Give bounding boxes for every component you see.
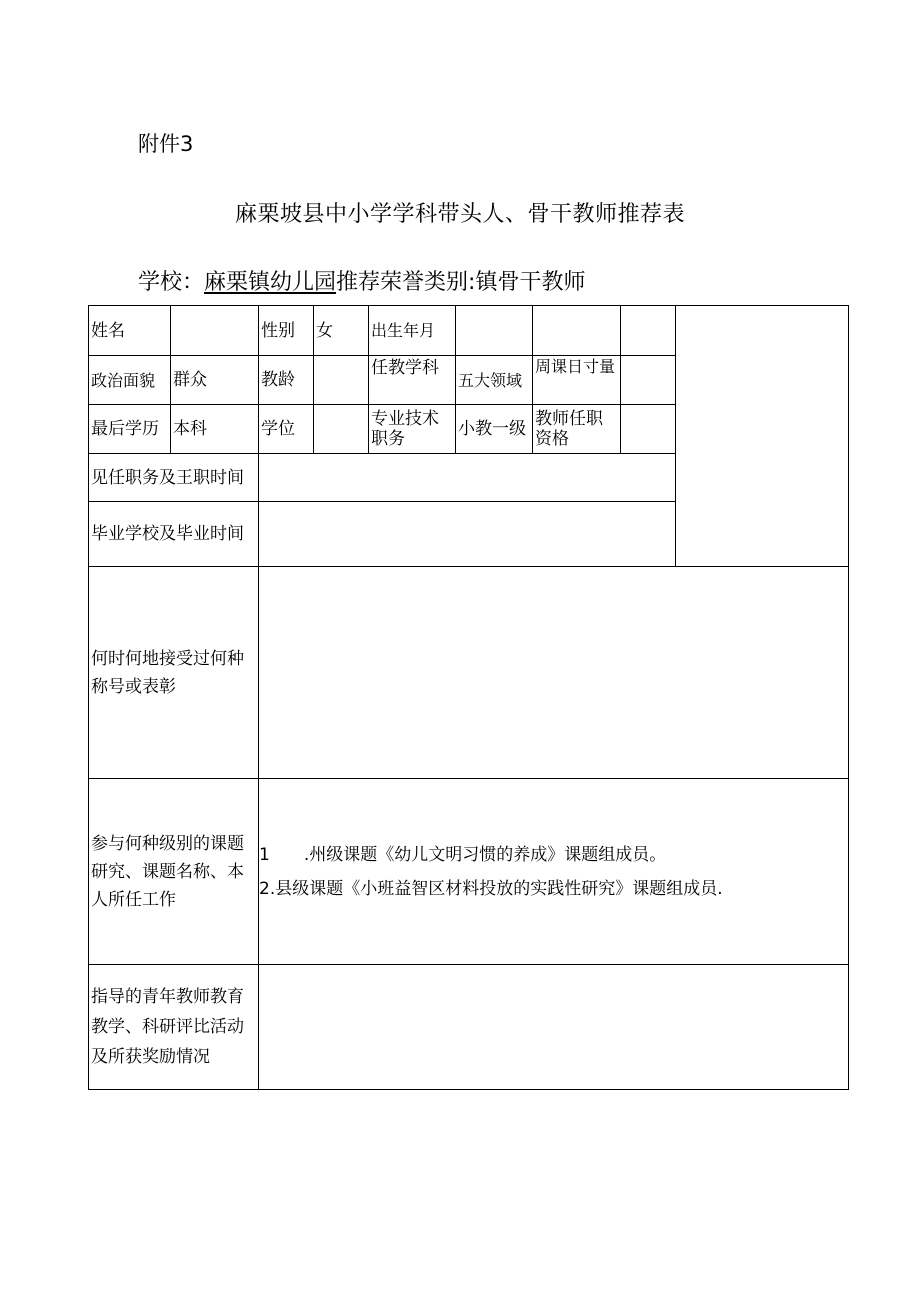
school-label: 学校： — [138, 270, 205, 295]
research-line-1: 1 .州级课题《幼儿文明习惯的养成》课题组成员。 — [259, 844, 667, 865]
teaching-age-value[interactable] — [314, 356, 369, 405]
name-value[interactable] — [171, 306, 259, 356]
subject-value[interactable]: 五大领域 — [456, 356, 533, 405]
recommendation-table — [88, 305, 849, 1090]
weekly-hours-label: 周课日寸量 — [533, 356, 621, 405]
photo-box[interactable] — [676, 306, 849, 567]
current-post-label: 见任职务及王职时间 — [89, 454, 259, 502]
politics-label: 政治面貌 — [89, 356, 171, 405]
blank-cell-2 — [621, 306, 676, 356]
school-value: 麻栗镇幼儿园 — [204, 270, 337, 295]
category-value: 镇骨干教师 — [475, 270, 586, 295]
weekly-hours-value[interactable] — [621, 356, 676, 405]
title-label: 专业技术职务 — [369, 405, 456, 454]
birth-label: 出生年月 — [369, 306, 456, 356]
degree-value[interactable] — [314, 405, 369, 454]
education-value[interactable]: 本科 — [171, 405, 259, 454]
honors-value[interactable] — [259, 567, 849, 779]
honors-label: 何时何地接受过何种称号或表彰 — [89, 567, 259, 779]
guidance-label: 指导的青年教师教育教学、科研评比活动及所获奖励情况 — [89, 965, 259, 1090]
graduation-value[interactable] — [259, 502, 676, 567]
school-line — [138, 265, 585, 296]
gender-label: 性别 — [259, 306, 314, 356]
form-title: 麻栗坡县中小学学科带头人、骨干教师推荐表 — [234, 202, 685, 227]
research-content[interactable] — [259, 779, 849, 965]
degree-label: 学位 — [259, 405, 314, 454]
title-value[interactable]: 小教一级 — [456, 405, 533, 454]
research-line-2: 2.县级课题《小班益智区材料投放的实践性研究》课题组成员. — [259, 878, 723, 899]
name-label: 姓名 — [89, 306, 171, 356]
research-label: 参与何种级别的课题研究、课题名称、本人所任工作 — [89, 779, 259, 965]
qualification-label: 教师任职资格 — [533, 405, 621, 454]
category-label: 推荐荣誉类别: — [336, 270, 476, 295]
attachment-label: 附件3 — [138, 132, 194, 156]
education-label: 最后学历 — [89, 405, 171, 454]
gender-value[interactable]: 女 — [314, 306, 369, 356]
subject-label: 任教学科 — [369, 356, 456, 405]
politics-value[interactable]: 群众 — [171, 356, 259, 405]
current-post-value[interactable] — [259, 454, 676, 502]
qualification-value[interactable] — [621, 405, 676, 454]
guidance-value[interactable] — [259, 965, 849, 1090]
teaching-age-label: 教龄 — [259, 356, 314, 405]
birth-value[interactable] — [456, 306, 533, 356]
graduation-label: 毕业学校及毕业时间 — [89, 502, 259, 567]
blank-cell-1 — [533, 306, 621, 356]
